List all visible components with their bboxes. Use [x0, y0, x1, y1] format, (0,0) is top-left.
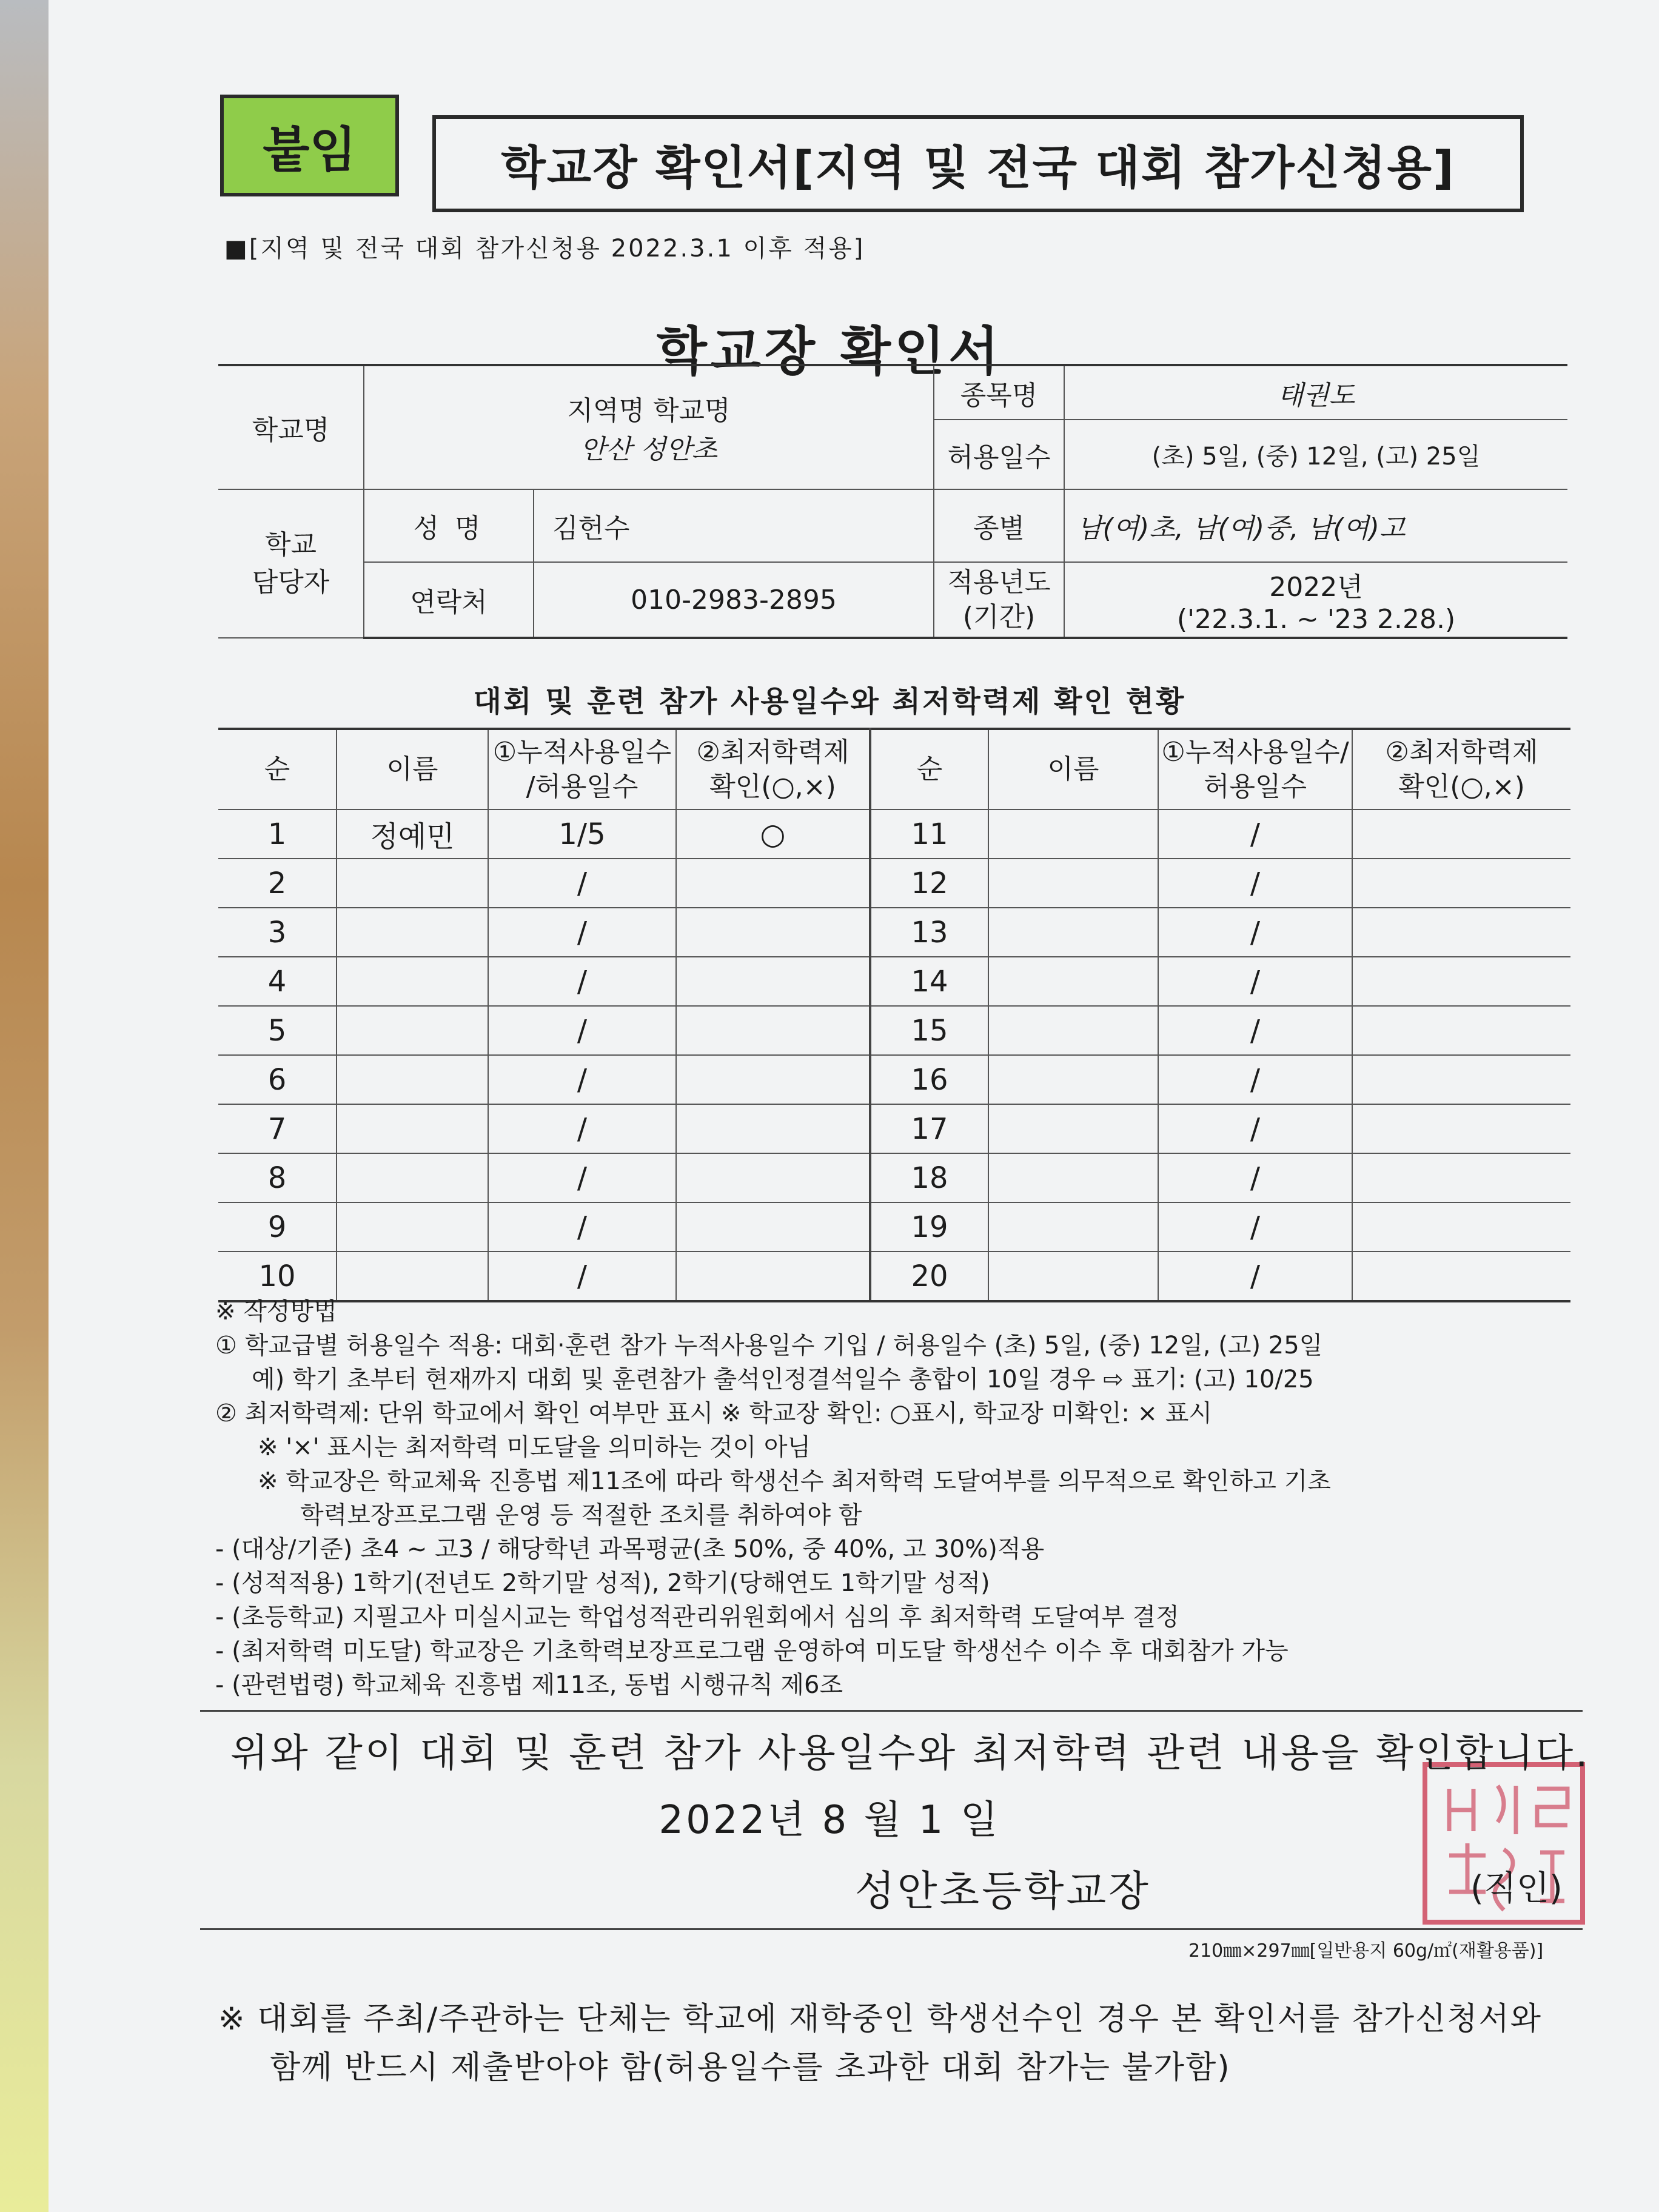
footer-line-2: 함께 반드시 제출받아야 함(허용일수를 초과한 대회 참가는 불가함) — [270, 2049, 1231, 2086]
row-number: 9 — [218, 1202, 337, 1252]
row-number: 5 — [218, 1006, 337, 1055]
divider-bottom — [200, 1928, 1583, 1930]
academic-check — [1352, 1202, 1570, 1252]
row-number: 16 — [870, 1055, 988, 1104]
usage-days: / — [488, 1202, 676, 1252]
table-row — [218, 1153, 1570, 1202]
header-no-right: 순 — [870, 729, 988, 809]
document-title: 학교장 확인서[지역 및 전국 대회 참가신청용] — [432, 115, 1524, 212]
academic-check: ○ — [676, 809, 870, 859]
usage-days: / — [1158, 1252, 1352, 1301]
usage-table — [218, 728, 1570, 1302]
student-name — [988, 1153, 1158, 1202]
academic-check — [676, 1202, 870, 1252]
subtitle: ■[지역 및 전국 대회 참가신청용 2022.3.1 이후 적용] — [224, 235, 865, 263]
student-name — [988, 957, 1158, 1006]
usage-days: / — [1158, 1006, 1352, 1055]
year-label: 적용년도 (기간) — [934, 562, 1064, 638]
academic-check — [1352, 1252, 1570, 1301]
gender-value: 남(여)초, 남(여)중, 남(여)고 — [1064, 489, 1567, 562]
usage-days: / — [1158, 1202, 1352, 1252]
school-info-table — [218, 364, 1567, 639]
footer-line-1: ※ 대회를 주최/주관하는 단체는 학교에 재학중인 학생선수인 경우 본 확인서를 참가신청서와 — [218, 2001, 1542, 2037]
phone-label: 연락처 — [364, 562, 534, 638]
paper-size-note: 210㎜×297㎜[일반용지 60g/㎡(재활용품)] — [1188, 1940, 1544, 1962]
note-line: 학력보장프로그램 운영 등 적절한 조치를 취하여야 함 — [300, 1501, 862, 1529]
row-number: 4 — [218, 957, 337, 1006]
student-name — [988, 859, 1158, 908]
academic-check — [1352, 809, 1570, 859]
usage-days: / — [1158, 809, 1352, 859]
school-hint: 지역명 학교명 — [567, 395, 731, 426]
main-title: 학교장 확인서 — [656, 321, 1003, 382]
row-number: 20 — [870, 1252, 988, 1301]
usage-days: / — [488, 1055, 676, 1104]
school-cell — [364, 365, 934, 489]
student-name — [988, 1055, 1158, 1104]
student-name — [988, 908, 1158, 957]
academic-check — [1352, 1055, 1570, 1104]
usage-days: / — [1158, 1104, 1352, 1153]
name-value: 김헌수 — [534, 489, 934, 562]
academic-check — [676, 1055, 870, 1104]
row-number: 7 — [218, 1104, 337, 1153]
academic-check — [1352, 1153, 1570, 1202]
note-line: ※ '×' 표시는 최저학력 미도달을 의미하는 것이 아님 — [258, 1433, 811, 1461]
academic-check — [676, 1153, 870, 1202]
note-line: ② 최저학력제: 단위 학교에서 확인 여부만 표시 ※ 학교장 확인: ○표시, 학교장 미확인: × 표시 — [215, 1399, 1213, 1427]
year-cell — [1064, 562, 1567, 638]
table-row — [218, 957, 1570, 1006]
note-line: 예) 학기 초부터 현재까지 대회 및 훈련참가 출석인정결석일수 총합이 10일 경우 ⇨ 표기: (고) 10/25 — [252, 1366, 1314, 1393]
row-number: 2 — [218, 859, 337, 908]
student-name — [337, 1153, 488, 1202]
usage-section-title: 대회 및 훈련 참가 사용일수와 최저학력제 확인 현황 — [473, 685, 1186, 719]
year-value: 2022년 — [1269, 571, 1363, 603]
usage-days: / — [488, 1153, 676, 1202]
student-name — [337, 859, 488, 908]
table-row — [218, 1055, 1570, 1104]
usage-days: / — [488, 1104, 676, 1153]
usage-days: / — [488, 957, 676, 1006]
table-row — [218, 859, 1570, 908]
row-number: 8 — [218, 1153, 337, 1202]
header-name: 이름 — [337, 729, 488, 809]
table-row — [218, 1104, 1570, 1153]
usage-days: / — [488, 1252, 676, 1301]
period-value: ('22.3.1. ~ '23 2.28.) — [1176, 603, 1456, 635]
academic-check — [676, 1104, 870, 1153]
sport-label: 종목명 — [934, 365, 1064, 420]
row-number: 3 — [218, 908, 337, 957]
row-number: 11 — [870, 809, 988, 859]
school-value: 안산 성안초 — [580, 434, 718, 465]
name-label: 성 명 — [364, 489, 534, 562]
days-value: (초) 5일, (중) 12일, (고) 25일 — [1064, 420, 1567, 489]
academic-check — [1352, 1104, 1570, 1153]
row-number: 10 — [218, 1252, 337, 1301]
student-name — [988, 1202, 1158, 1252]
note-line: ※ 학교장은 학교체육 진흥법 제11조에 따라 학생선수 최저학력 도달여부를 의무적으로 확인하고 기초 — [258, 1467, 1331, 1495]
contact-label: 학교 담당자 — [218, 489, 364, 638]
student-name — [337, 1252, 488, 1301]
row-number: 13 — [870, 908, 988, 957]
academic-check — [676, 859, 870, 908]
seal-label: (직인) — [1470, 1869, 1563, 1908]
note-line: - (대상/기준) 초4 ~ 고3 / 해당학년 과목평균(초 50%, 중 40%, 고 30%)적용 — [215, 1535, 1045, 1563]
header-days: ①누적사용일수 /허용일수 — [488, 729, 676, 809]
academic-check — [676, 1006, 870, 1055]
table-row — [218, 908, 1570, 957]
table-row — [218, 809, 1570, 859]
header-name-right: 이름 — [988, 729, 1158, 809]
usage-days: 1/5 — [488, 809, 676, 859]
row-number: 19 — [870, 1202, 988, 1252]
days-label: 허용일수 — [934, 420, 1064, 489]
writing-instructions — [215, 1295, 1580, 1702]
student-name: 정예민 — [337, 809, 488, 859]
student-name — [988, 1252, 1158, 1301]
confirmation-date: 2022년 8 월 1 일 — [659, 1798, 1000, 1843]
student-name — [337, 1055, 488, 1104]
usage-days: / — [488, 908, 676, 957]
student-name — [988, 809, 1158, 859]
header-days-right: ①누적사용일수/ 허용일수 — [1158, 729, 1352, 809]
table-row — [218, 1006, 1570, 1055]
student-name — [337, 1104, 488, 1153]
note-line: ※ 작성방법 — [215, 1298, 337, 1326]
header-check-right: ②최저학력제 확인(○,×) — [1352, 729, 1570, 809]
row-number: 14 — [870, 957, 988, 1006]
academic-check — [676, 957, 870, 1006]
divider-top — [200, 1710, 1583, 1712]
school-label: 학교명 — [218, 365, 364, 489]
student-name — [988, 1104, 1158, 1153]
note-line: - (초등학교) 지필고사 미실시교는 학업성적관리위원회에서 심의 후 최저학력 도달여부 결정 — [215, 1603, 1179, 1631]
row-number: 1 — [218, 809, 337, 859]
phone-value: 010-2983-2895 — [534, 562, 934, 638]
usage-days: / — [1158, 1055, 1352, 1104]
student-name — [337, 908, 488, 957]
usage-table-body — [218, 809, 1570, 1301]
sport-value: 태권도 — [1064, 365, 1567, 420]
academic-check — [1352, 908, 1570, 957]
table-row — [218, 1252, 1570, 1301]
header-no: 순 — [218, 729, 337, 809]
usage-days: / — [488, 859, 676, 908]
usage-days: / — [1158, 1153, 1352, 1202]
row-number: 18 — [870, 1153, 988, 1202]
row-number: 17 — [870, 1104, 988, 1153]
student-name — [988, 1006, 1158, 1055]
attach-tag: 붙임 — [220, 95, 399, 196]
student-name — [337, 957, 488, 1006]
academic-check — [676, 1252, 870, 1301]
gender-label: 종별 — [934, 489, 1064, 562]
principal-signature: 성안초등학교장 — [855, 1868, 1151, 1915]
footer-notice — [218, 1995, 1613, 2092]
row-number: 15 — [870, 1006, 988, 1055]
academic-check — [1352, 859, 1570, 908]
academic-check — [1352, 957, 1570, 1006]
note-line: ① 학교급별 허용일수 적용: 대회·훈련 참가 누적사용일수 기입 / 허용일수 (초) 5일, (중) 12일, (고) 25일 — [215, 1332, 1323, 1359]
usage-days: / — [488, 1006, 676, 1055]
academic-check — [1352, 1006, 1570, 1055]
usage-days: / — [1158, 957, 1352, 1006]
academic-check — [676, 908, 870, 957]
note-line: - (관련법령) 학교체육 진흥법 제11조, 동법 시행규칙 제6조 — [215, 1671, 843, 1699]
student-name — [337, 1006, 488, 1055]
table-row — [218, 1202, 1570, 1252]
header-check: ②최저학력제 확인(○,×) — [676, 729, 870, 809]
row-number: 6 — [218, 1055, 337, 1104]
confirmation-statement: 위와 같이 대회 및 훈련 참가 사용일수와 최저학력 관련 내용을 확인합니다. — [230, 1731, 1590, 1776]
student-name — [337, 1202, 488, 1252]
usage-days: / — [1158, 908, 1352, 957]
usage-days: / — [1158, 859, 1352, 908]
note-line: - (성적적용) 1학기(전년도 2학기말 성적), 2학기(당해연도 1학기말 성적) — [215, 1569, 990, 1597]
note-line: - (최저학력 미도달) 학교장은 기초학력보장프로그램 운영하여 미도달 학생선수 이수 후 대회참가 가능 — [215, 1637, 1289, 1665]
row-number: 12 — [870, 859, 988, 908]
